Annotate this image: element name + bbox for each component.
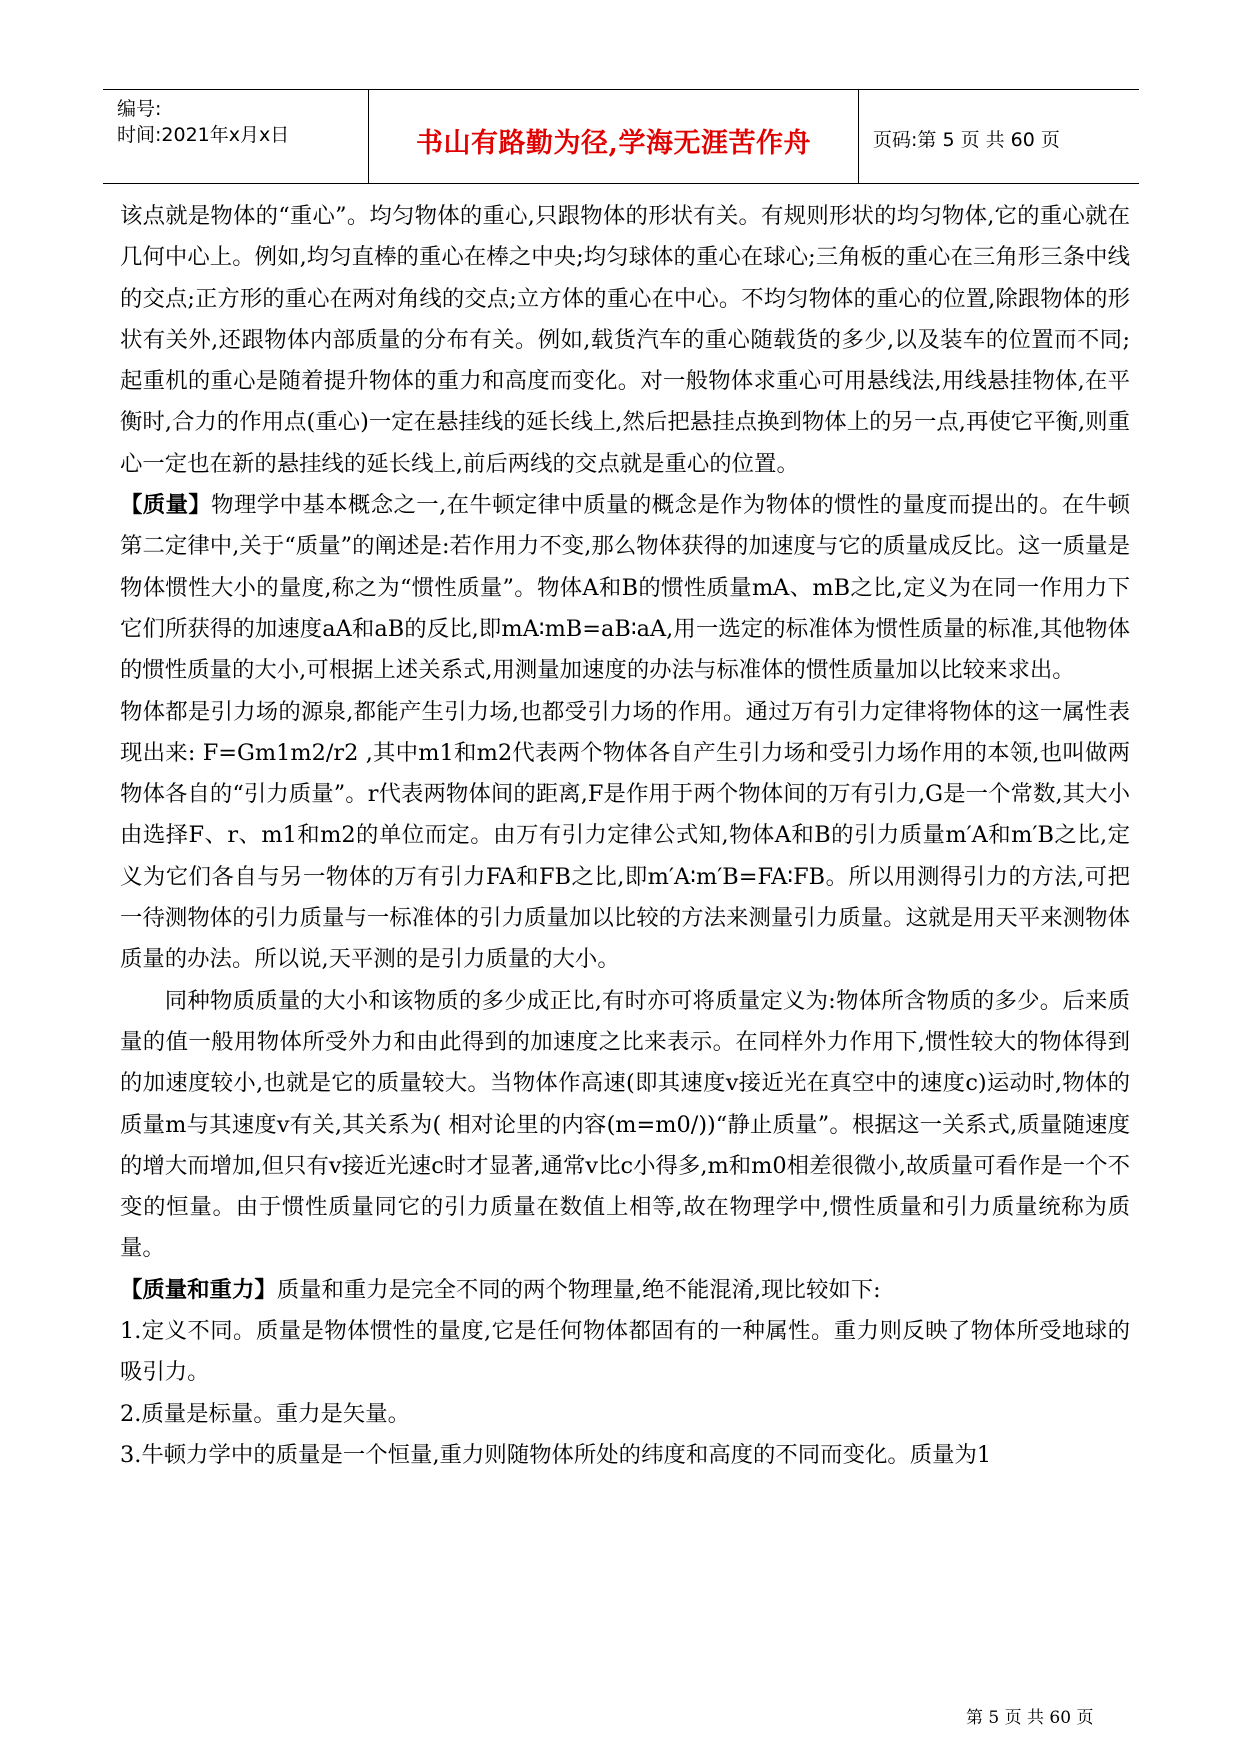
header-page-cell xyxy=(859,90,1139,183)
list-item-3: 3.牛顿力学中的质量是一个恒量,重力则随物体所处的纬度和高度的不同而变化。质量为1 xyxy=(120,1441,992,1468)
list-item-2: 2.质量是标量。重力是矢量。 xyxy=(120,1400,411,1427)
paragraph-mass xyxy=(120,485,1130,691)
paragraph-mass-and-gravity xyxy=(120,1270,1130,1311)
document-body xyxy=(120,196,1130,1476)
paragraph-center-of-gravity: 该点就是物体的“重心”。均匀物体的重心,只跟物体的形状有关。有规则形状的均匀物体,它的重心就在几何中心上。例如,均匀直棒的重心在棒之中央;均匀球体的重心在球心;三角板的重心在三角形三条中线的交点;正方形的重心在两对角线的交点;立方体的重心在中心。不均匀物体的重心的位置,除跟物体的形状有关外,还跟物体内部质量的分布有关。例如,载货汽车的重心随载货的多少,以及装车的位置而不同;起重机的重心是随着提升物体的重力和高度而变化。对一般物体求重心可用悬线法,用线悬挂物体,在平衡时,合力的作用点(重心)一定在悬挂线的延长线上,然后把悬挂点换到物体上的另一点,再使它平衡,则重心一定也在新的悬挂线的延长线上,前后两线的交点就是重心的位置。 xyxy=(120,203,1130,477)
paragraph-mass-text: 物理学中基本概念之一,在牛顿定律中质量的概念是作为物体的惯性的量度而提出的。在牛顿第二定律中,关于“质量”的阐述是:若作用力不变,那么物体获得的加速度与它的质量成反比。这一质量是物体惯性大小的量度,称之为“惯性质量”。物体A和B的惯性质量mA、mB之比,定义为在同一作用力下它们所获得的加速度aA和aB的反比,即mA∶mB=aB∶aA,用一选定的标准体为惯性质量的标准,其他物体的惯性质量的大小,可根据上述关系式,用测量加速度的办法与标准体的惯性质量加以比较来求出。 xyxy=(120,492,1130,684)
paragraph-gravitational-mass: 物体都是引力场的源泉,都能产生引力场,也都受引力场的作用。通过万有引力定律将物体的这一属性表现出来: F=Gm1m2/r2 ,其中m1和m2代表两个物体各自产生引力场和受引力场作用的本领,也叫做两物体各自的“引力质量”。r代表两物体间的距离,F是作用于两个物体间的万有引力,G是一个常数,其大小由选择F、r、m1和m2的单位而定。由万有引力定律公式知,物体A和B的引力质量m′A和m′B之比,定义为它们各自与另一物体的万有引力FA和FB之比,即m′A∶m′B=FA∶FB。所以用测得引力的方法,可把一待测物体的引力质量与一标准体的引力质量加以比较的方法来测量引力质量。这就是用天平来测物体质量的办法。所以说,天平测的是引力质量的大小。 xyxy=(120,698,1130,973)
header-table xyxy=(103,89,1139,184)
paragraph-mass-definition: 同种物质质量的大小和该物质的多少成正比,有时亦可将质量定义为:物体所含物质的多少。后来质量的值一般用物体所受外力和由此得到的加速度之比来表示。在同样外力作用下,惯性较大的物体得到的加速度较小,也就是它的质量较大。当物体作高速(即其速度v接近光在真空中的速度c)运动时,物体的质量m与其速度v有关,其关系为( 相对论里的内容(m=m0/))“静止质量”。根据这一关系式,质量随速度的增大而增加,但只有v接近光速c时才显著,通常v比c小得多,m和m0相差很微小,故质量可看作是一个不变的恒量。由于惯性质量同它的引力质量在数值上相等,故在物理学中,惯性质量和引力质量统称为质量。 xyxy=(120,987,1130,1262)
header-info-cell xyxy=(103,90,368,183)
document-time-label: 时间:2021年x月x日 xyxy=(117,124,290,146)
section-heading-mass-and-gravity: 【质量和重力】 xyxy=(120,1276,277,1303)
header-motto: 书山有路勤为径,学海无涯苦作舟 xyxy=(416,128,811,159)
section-heading-mass: 【质量】 xyxy=(120,492,212,519)
header-motto-cell xyxy=(368,90,859,183)
list-item-1: 1.定义不同。质量是物体惯性的量度,它是任何物体都固有的一种属性。重力则反映了物体所受地球的吸引力。 xyxy=(120,1318,1130,1386)
page-footer: 第 5 页 共 60 页 xyxy=(966,1708,1094,1728)
document-number-label: 编号: xyxy=(117,98,162,120)
paragraph-mass-and-gravity-text: 质量和重力是完全不同的两个物理量,绝不能混淆,现比较如下: xyxy=(276,1276,881,1303)
header-page-label: 页码:第 5 页 共 60 页 xyxy=(873,129,1060,151)
